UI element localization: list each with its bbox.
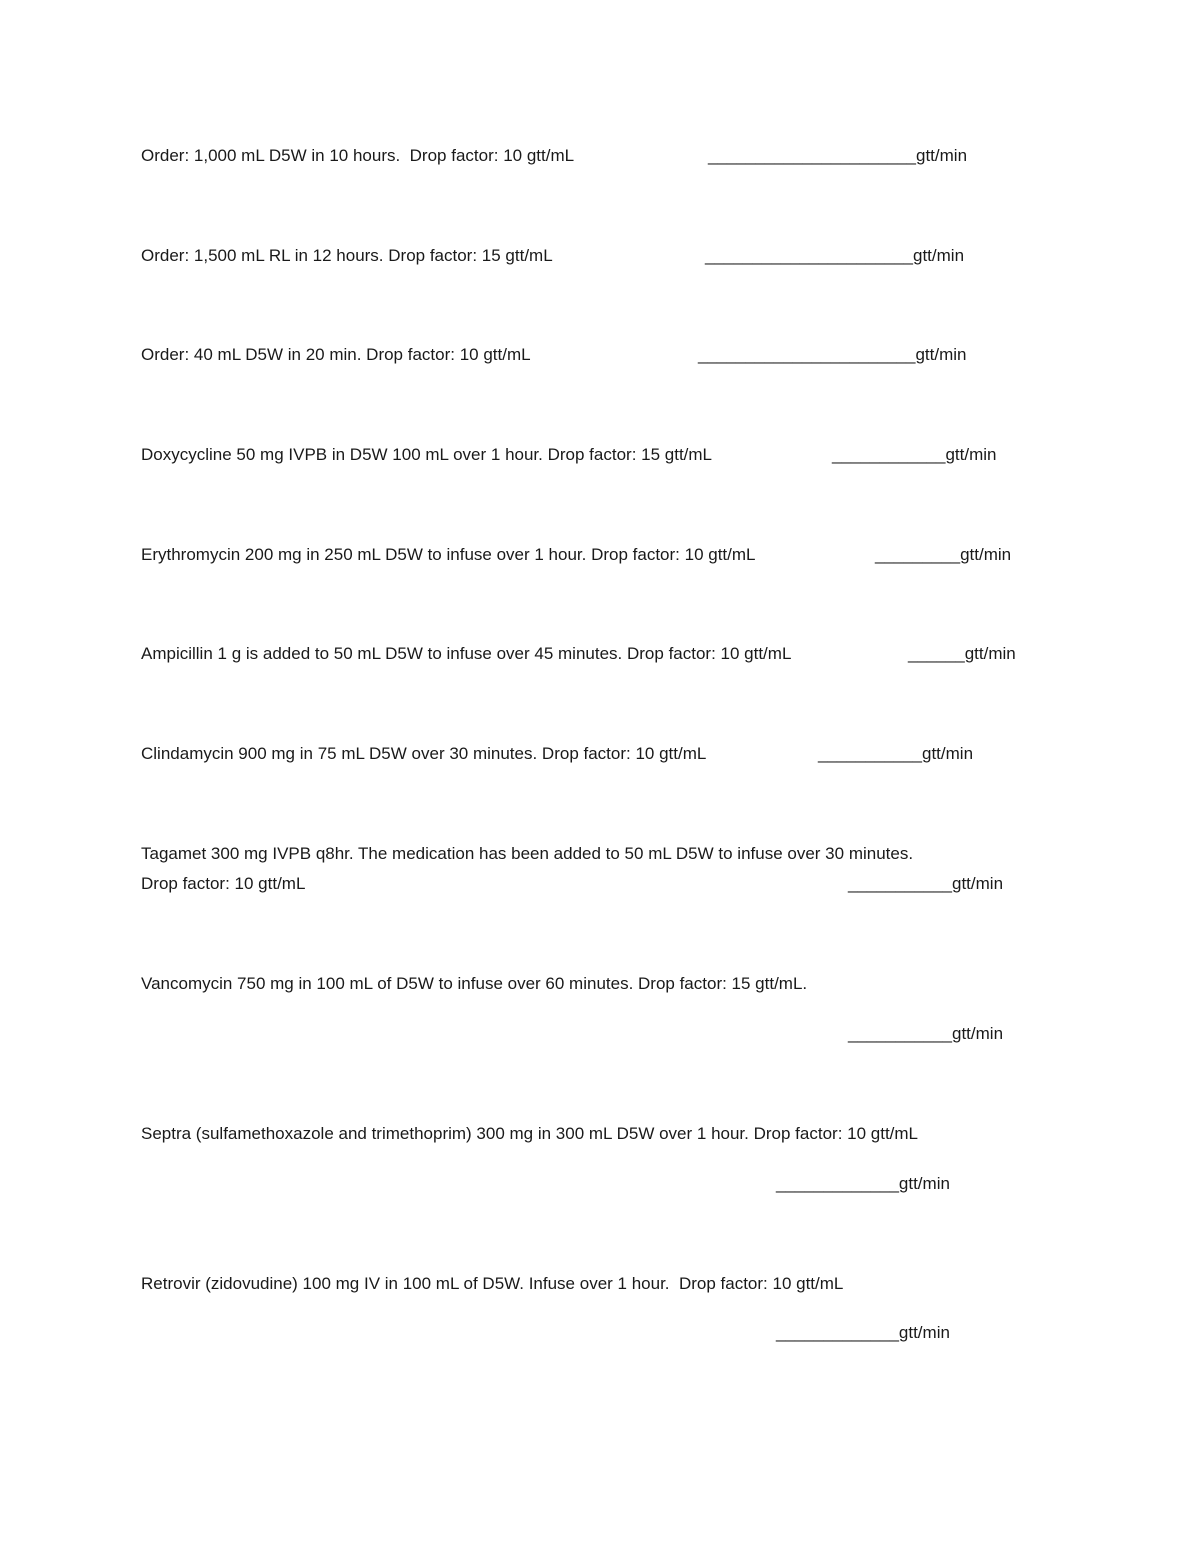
problem-7-answer-blank: ___________gtt/min [818,744,974,763]
problem-6-question: Ampicillin 1 g is added to 50 mL D5W to infuse over 45 minutes. Drop factor: 10 gtt/mL [141,644,792,663]
problem-6-answer-blank: ______gtt/min [908,644,1016,663]
problem-8-question: Tagamet 300 mg IVPB q8hr. The medication has been added to 50 mL D5W to infuse over 30 minutes. [141,844,914,863]
problem-11-question: Retrovir (zidovudine) 100 mg IV in 100 mL of D5W. Infuse over 1 hour. Drop factor: 10 gtt/mL [141,1274,844,1293]
problem-9-answer-blank: ___________gtt/min [848,1024,1004,1043]
problem-8-answer-blank: ___________gtt/min [848,874,1004,893]
problem-10-question: Septra (sulfamethoxazole and trimethoprim) 300 mg in 300 mL D5W over 1 hour. Drop factor: 10 gtt/mL [141,1124,919,1143]
problem-9-question: Vancomycin 750 mg in 100 mL of D5W to infuse over 60 minutes. Drop factor: 15 gtt/mL. [141,974,808,993]
problem-4-answer-blank: ____________gtt/min [832,445,997,464]
problem-3-answer-blank: _______________________gtt/min [698,345,967,364]
problem-8-question-continued: Drop factor: 10 gtt/mL [141,874,306,893]
problem-7-question: Clindamycin 900 mg in 75 mL D5W over 30 minutes. Drop factor: 10 gtt/mL [141,744,707,763]
problem-5-question: Erythromycin 200 mg in 250 mL D5W to infuse over 1 hour. Drop factor: 10 gtt/mL [141,545,756,564]
problem-5-answer-blank: _________gtt/min [875,545,1012,564]
problem-10-answer-blank: _____________gtt/min [776,1174,950,1193]
problem-4-question: Doxycycline 50 mg IVPB in D5W 100 mL over 1 hour. Drop factor: 15 gtt/mL [141,445,713,464]
problem-2-answer-blank: ______________________gtt/min [705,246,965,265]
problem-1-answer-blank: ______________________gtt/min [708,146,968,165]
problem-2-question: Order: 1,500 mL RL in 12 hours. Drop factor: 15 gtt/mL [141,246,553,265]
problem-1-question: Order: 1,000 mL D5W in 10 hours. Drop factor: 10 gtt/mL [141,146,575,165]
problem-3-question: Order: 40 mL D5W in 20 min. Drop factor: 10 gtt/mL [141,345,531,364]
problem-11-answer-blank: _____________gtt/min [776,1323,950,1342]
